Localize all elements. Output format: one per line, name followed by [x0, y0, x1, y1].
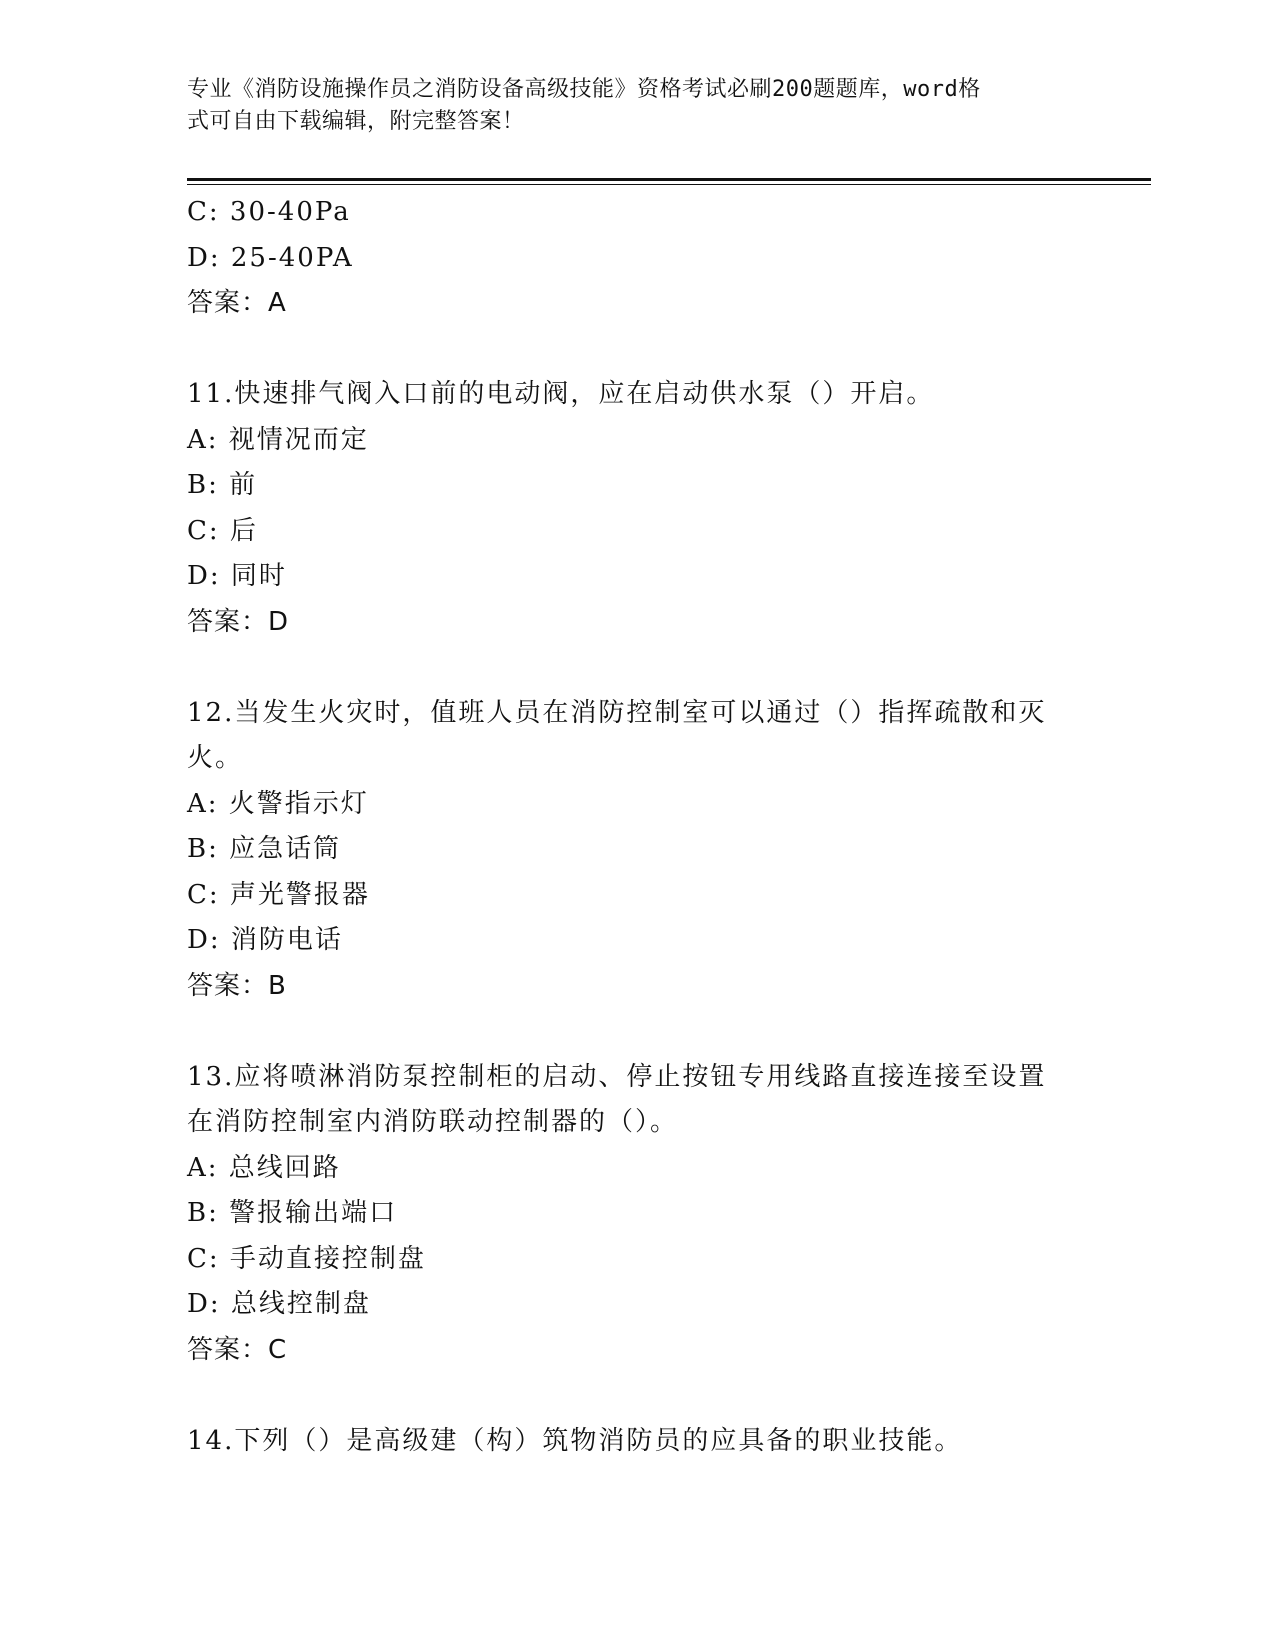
answer-line: 答案：D	[187, 606, 290, 637]
option-c: C: 声光警报器	[187, 879, 370, 910]
option-a: A: 火警指示灯	[187, 788, 369, 819]
header-divider-thin	[187, 184, 1151, 185]
spacer	[187, 327, 1067, 373]
question-list	[187, 190, 1067, 1464]
question-stem-line-1: 13.应将喷淋消防泵控制柜的启动、停止按钮专用线路直接连接至设置	[187, 1061, 1047, 1092]
question-stem-line-1: 12.当发生火灾时，值班人员在消防控制室可以通过（）指挥疏散和灭	[187, 697, 1047, 728]
question-stem: 14.下列（）是高级建（构）筑物消防员的应具备的职业技能。	[187, 1425, 963, 1456]
option-b: B: 警报输出端口	[187, 1198, 398, 1228]
option-c: C: 手动直接控制盘	[187, 1243, 426, 1274]
answer-line: 答案：C	[187, 1334, 288, 1365]
option-c: C: 30-40Pa	[187, 197, 351, 227]
spacer	[187, 1009, 1067, 1055]
option-d: D: 总线控制盘	[187, 1289, 371, 1319]
question-13	[187, 1055, 1067, 1374]
question-11	[187, 372, 1067, 645]
answer-line: 答案：A	[187, 288, 287, 318]
option-d: D: 消防电话	[187, 925, 343, 955]
option-a: A: 总线回路	[187, 1152, 341, 1183]
question-10-tail	[187, 190, 1067, 327]
header-line-1: 专业《消防设施操作员之消防设备高级技能》资格考试必刷200题题库，word格	[187, 77, 981, 102]
option-c: C: 后	[187, 515, 258, 546]
option-b: B: 前	[187, 470, 258, 500]
option-d: D: 同时	[187, 561, 287, 591]
answer-line: 答案：B	[187, 970, 287, 1001]
spacer	[187, 1373, 1067, 1419]
option-b: B: 应急话筒	[187, 834, 342, 864]
document-header	[187, 74, 1067, 138]
question-stem-line-2: 在消防控制室内消防联动控制器的（）。	[187, 1107, 679, 1137]
option-a: A: 视情况而定	[187, 424, 369, 455]
spacer	[187, 645, 1067, 691]
question-12	[187, 691, 1067, 1010]
header-line-2: 式可自由下载编辑，附完整答案！	[187, 109, 525, 134]
header-divider-thick	[187, 178, 1151, 181]
question-stem-line-2: 火。	[187, 743, 244, 773]
option-d: D: 25-40PA	[187, 242, 354, 273]
question-stem: 11.快速排气阀入口前的电动阀，应在启动供水泵（）开启。	[187, 379, 935, 409]
question-14	[187, 1419, 1067, 1465]
